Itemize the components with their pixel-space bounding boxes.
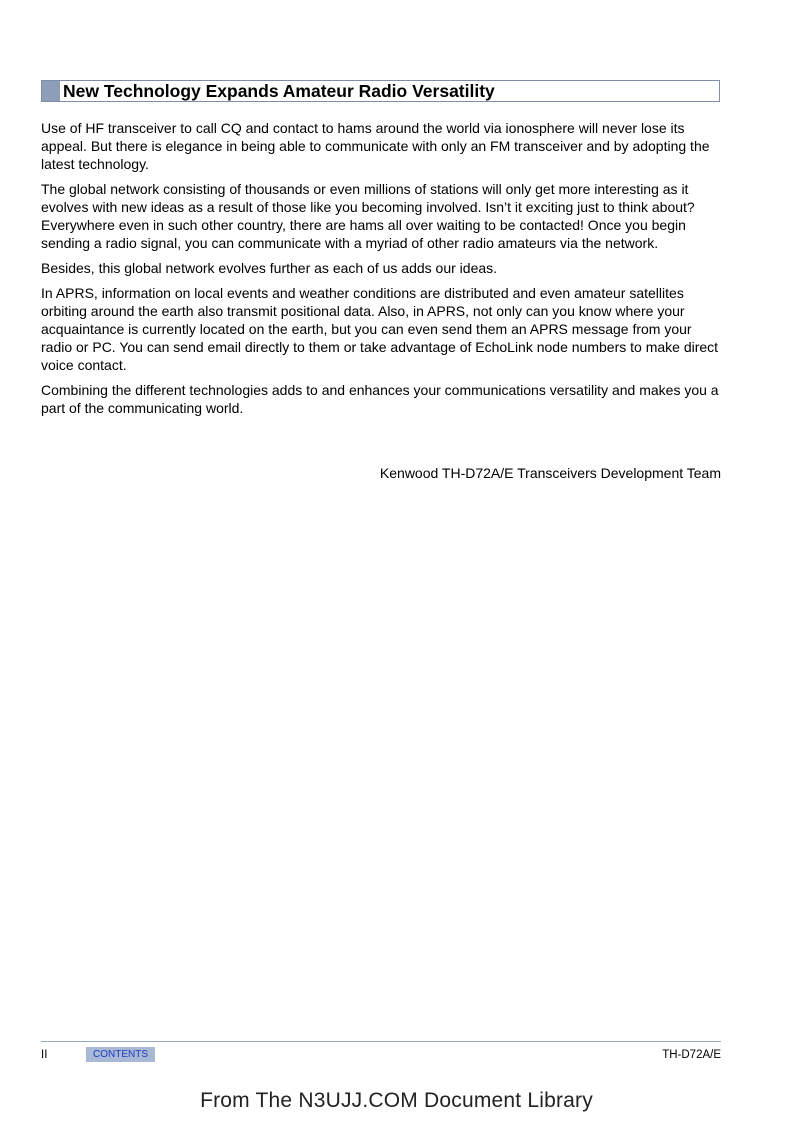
paragraph: The global network consisting of thousands or even millions of stations will only get more interesting as it evolves with new ideas as a result of those like you becoming involved. Isn’t it exciting just to think about? Everywhere even in such other country, there are hams all over waiting to be contacted! Once you begin sending a radio signal, you can communicate with a myriad of other radio amateurs via the network.	[41, 181, 695, 251]
signature: Kenwood TH-D72A/E Transceivers Development Team	[379, 465, 721, 481]
section-heading	[41, 80, 720, 102]
page-number: II	[41, 1049, 48, 1061]
paragraph: Use of HF transceiver to call CQ and contact to hams around the world via ionosphere will never lose its appeal. But there is elegance in being able to communicate with only an FM transceiver and by adopting the latest technology.	[41, 120, 710, 172]
heading-accent-bar	[42, 81, 60, 101]
heading-title: New Technology Expands Amateur Radio Versatility	[63, 81, 495, 101]
paragraph: Combining the different technologies adds to and enhances your communications versatility and makes you a part of the communicating world.	[41, 382, 719, 416]
paragraph: Besides, this global network evolves further as each of us adds our ideas.	[41, 260, 498, 276]
library-footer: From The N3UJJ.COM Document Library	[200, 1089, 593, 1112]
contents-link[interactable]: CONTENTS	[86, 1047, 155, 1062]
body-text	[41, 119, 723, 424]
model-name: TH-D72A/E	[662, 1049, 721, 1061]
paragraph: In APRS, information on local events and weather conditions are distributed and even amateur satellites orbiting around the earth also transmit positional data. Also, in APRS, not only can you know where your acquaintance is currently located on the earth, but you can even send them an APRS message from your radio or PC. You can send email directly to them or take advantage of EchoLink node numbers to make direct voice contact.	[41, 285, 719, 373]
footer-divider	[41, 1041, 721, 1042]
